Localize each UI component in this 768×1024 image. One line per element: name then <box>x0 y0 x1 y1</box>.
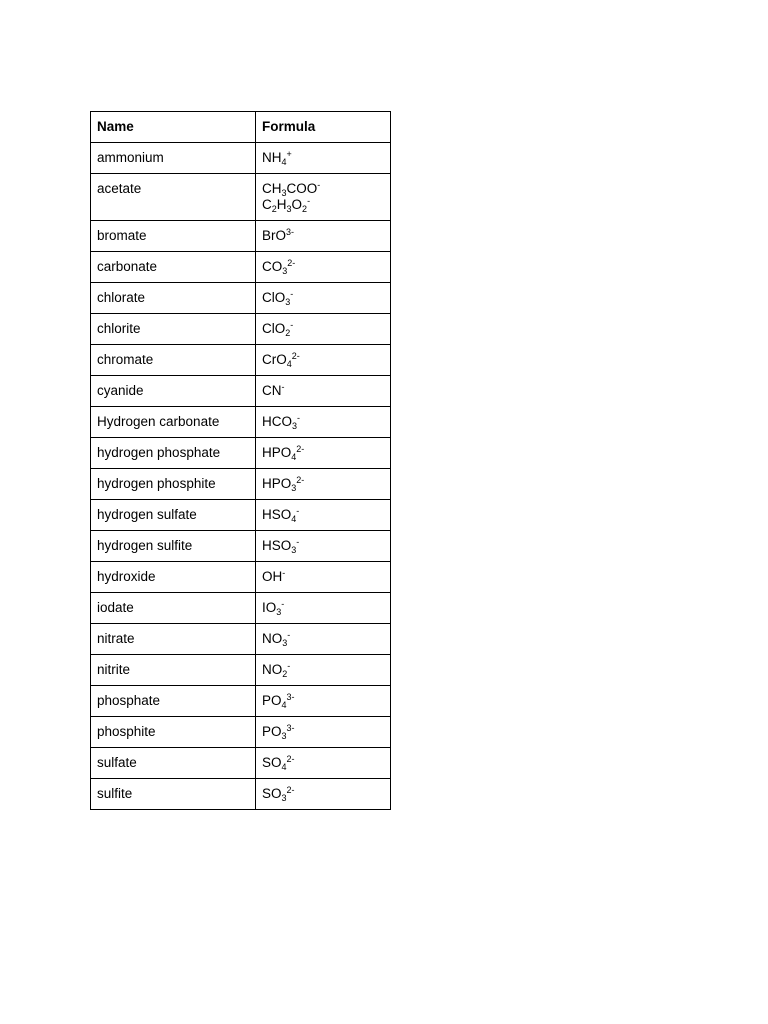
table-header <box>91 112 391 143</box>
table-row <box>91 143 391 174</box>
formula-charge: 2- <box>286 754 295 764</box>
formula-charge: - <box>287 661 291 671</box>
table-row <box>91 779 391 810</box>
formula-text: BrO <box>262 228 287 243</box>
ion-formula-table <box>90 111 391 810</box>
formula-line <box>262 181 384 197</box>
ion-formula-cell <box>256 500 391 531</box>
ion-formula-cell <box>256 221 391 252</box>
formula-subscript: 3 <box>282 266 288 276</box>
header-name: Name <box>91 112 256 143</box>
formula-text: HCO <box>262 414 292 429</box>
table-row <box>91 376 391 407</box>
formula-text: HPO <box>262 445 292 460</box>
formula-line <box>262 631 384 647</box>
table-row <box>91 283 391 314</box>
formula-charge: 2- <box>286 785 295 795</box>
formula-text: SO <box>262 786 282 801</box>
formula-line <box>262 290 384 306</box>
table-row <box>91 686 391 717</box>
formula-line <box>262 197 384 213</box>
ion-formula-cell <box>256 252 391 283</box>
formula-text: ClO <box>262 321 286 336</box>
ion-name-cell: phosphate <box>91 686 256 717</box>
ion-formula-cell <box>256 283 391 314</box>
formula-line <box>262 538 384 554</box>
formula-text: CrO <box>262 352 287 367</box>
ion-name-cell: acetate <box>91 174 256 221</box>
formula-line <box>262 383 384 399</box>
header-row <box>91 112 391 143</box>
ion-name-cell: cyanide <box>91 376 256 407</box>
formula-subscript: 3 <box>292 421 298 431</box>
formula-subscript: 2 <box>282 669 288 679</box>
formula-subscript: 4 <box>281 700 287 710</box>
formula-subscript: 4 <box>291 452 297 462</box>
table-row <box>91 345 391 376</box>
formula-line <box>262 414 384 430</box>
formula-charge: - <box>281 382 285 392</box>
formula-subscript: 4 <box>281 762 287 772</box>
table-row <box>91 469 391 500</box>
formula-subscript: 4 <box>291 514 297 524</box>
ion-formula-cell <box>256 143 391 174</box>
formula-subscript: 3 <box>276 607 282 617</box>
ion-formula-cell <box>256 376 391 407</box>
formula-line <box>262 507 384 523</box>
table-row <box>91 531 391 562</box>
formula-line <box>262 259 384 275</box>
formula-text: HSO <box>262 538 292 553</box>
formula-text: NH <box>262 150 282 165</box>
ion-formula-cell <box>256 717 391 748</box>
formula-charge: - <box>317 180 321 190</box>
ion-name-cell: Hydrogen carbonate <box>91 407 256 438</box>
ion-name-cell: sulfite <box>91 779 256 810</box>
formula-text: COO <box>286 181 318 196</box>
ion-name-cell: hydrogen sulfate <box>91 500 256 531</box>
header-formula: Formula <box>256 112 391 143</box>
formula-subscript: 4 <box>281 157 287 167</box>
ion-formula-cell <box>256 593 391 624</box>
ion-name-cell: iodate <box>91 593 256 624</box>
formula-subscript: 3 <box>282 638 288 648</box>
ion-name-cell: sulfate <box>91 748 256 779</box>
ion-name-cell: chromate <box>91 345 256 376</box>
formula-text: ClO <box>262 290 286 305</box>
ion-name-cell: carbonate <box>91 252 256 283</box>
ion-name-cell: hydrogen phosphite <box>91 469 256 500</box>
ion-formula-cell <box>256 438 391 469</box>
table-row <box>91 717 391 748</box>
formula-text: CN <box>262 383 282 398</box>
formula-line <box>262 755 384 771</box>
formula-charge: + <box>286 149 292 159</box>
formula-line <box>262 600 384 616</box>
formula-line <box>262 693 384 709</box>
table-row <box>91 500 391 531</box>
formula-subscript: 4 <box>286 359 292 369</box>
ion-name-cell: hydroxide <box>91 562 256 593</box>
formula-charge: - <box>287 630 291 640</box>
ion-formula-cell <box>256 531 391 562</box>
ion-name-cell: hydrogen sulfite <box>91 531 256 562</box>
formula-subscript: 3 <box>291 483 297 493</box>
formula-charge: 2- <box>287 258 296 268</box>
ion-formula-cell <box>256 469 391 500</box>
formula-text: HPO <box>262 476 292 491</box>
formula-charge: 2- <box>296 444 305 454</box>
formula-line <box>262 786 384 802</box>
ion-formula-cell <box>256 407 391 438</box>
formula-text: NO <box>262 662 283 677</box>
formula-charge: - <box>297 413 301 423</box>
formula-text: SO <box>262 755 282 770</box>
formula-text: O <box>291 197 303 212</box>
table-row <box>91 314 391 345</box>
formula-line <box>262 321 384 337</box>
ion-name-cell: nitrate <box>91 624 256 655</box>
formula-charge: - <box>282 568 286 578</box>
formula-charge: - <box>307 196 311 206</box>
ion-name-cell: ammonium <box>91 143 256 174</box>
formula-charge: - <box>296 506 300 516</box>
formula-subscript: 2 <box>271 204 277 214</box>
table-body <box>91 143 391 810</box>
formula-charge: - <box>281 599 285 609</box>
formula-text: PO <box>262 724 282 739</box>
ion-formula-cell <box>256 748 391 779</box>
formula-subscript: 3 <box>285 297 291 307</box>
ion-name-cell: chlorite <box>91 314 256 345</box>
formula-subscript: 3 <box>281 188 287 198</box>
formula-charge: - <box>296 537 300 547</box>
ion-name-cell: bromate <box>91 221 256 252</box>
formula-subscript: 3 <box>281 793 287 803</box>
table-row <box>91 593 391 624</box>
formula-text: H <box>276 197 287 212</box>
ion-formula-cell <box>256 345 391 376</box>
table-row <box>91 174 391 221</box>
formula-text: PO <box>262 693 282 708</box>
formula-line <box>262 445 384 461</box>
ion-formula-cell <box>256 655 391 686</box>
ion-formula-cell <box>256 562 391 593</box>
ion-formula-cell <box>256 314 391 345</box>
formula-text: HSO <box>262 507 292 522</box>
table-row <box>91 624 391 655</box>
formula-text: NO <box>262 631 283 646</box>
formula-line <box>262 724 384 740</box>
ion-name-cell: nitrite <box>91 655 256 686</box>
formula-text: C <box>262 197 272 212</box>
table-row <box>91 407 391 438</box>
formula-line <box>262 662 384 678</box>
formula-subscript: 3 <box>291 545 297 555</box>
ion-name-cell: hydrogen phosphate <box>91 438 256 469</box>
ion-formula-cell <box>256 779 391 810</box>
ion-formula-cell <box>256 686 391 717</box>
formula-text: CO <box>262 259 283 274</box>
formula-charge: - <box>290 289 294 299</box>
formula-subscript: 3 <box>286 204 292 214</box>
formula-charge: - <box>290 320 294 330</box>
formula-charge: 3- <box>286 692 295 702</box>
formula-text: IO <box>262 600 277 615</box>
formula-line <box>262 150 384 166</box>
formula-charge: 2- <box>291 351 300 361</box>
formula-charge: 2- <box>296 475 305 485</box>
table-row <box>91 252 391 283</box>
table-row <box>91 562 391 593</box>
ion-formula-cell <box>256 624 391 655</box>
formula-subscript: 2 <box>302 204 308 214</box>
table-row <box>91 221 391 252</box>
table-row <box>91 655 391 686</box>
formula-line <box>262 476 384 492</box>
formula-charge: 3- <box>286 227 295 237</box>
ion-name-cell: phosphite <box>91 717 256 748</box>
ion-name-cell: chlorate <box>91 283 256 314</box>
ion-formula-cell <box>256 174 391 221</box>
formula-line <box>262 352 384 368</box>
formula-line <box>262 228 384 244</box>
formula-text: CH <box>262 181 282 196</box>
formula-subscript: 2 <box>285 328 291 338</box>
formula-text: OH <box>262 569 283 584</box>
table-row <box>91 748 391 779</box>
formula-charge: 3- <box>286 723 295 733</box>
table-row <box>91 438 391 469</box>
formula-line <box>262 569 384 585</box>
formula-subscript: 3 <box>281 731 287 741</box>
